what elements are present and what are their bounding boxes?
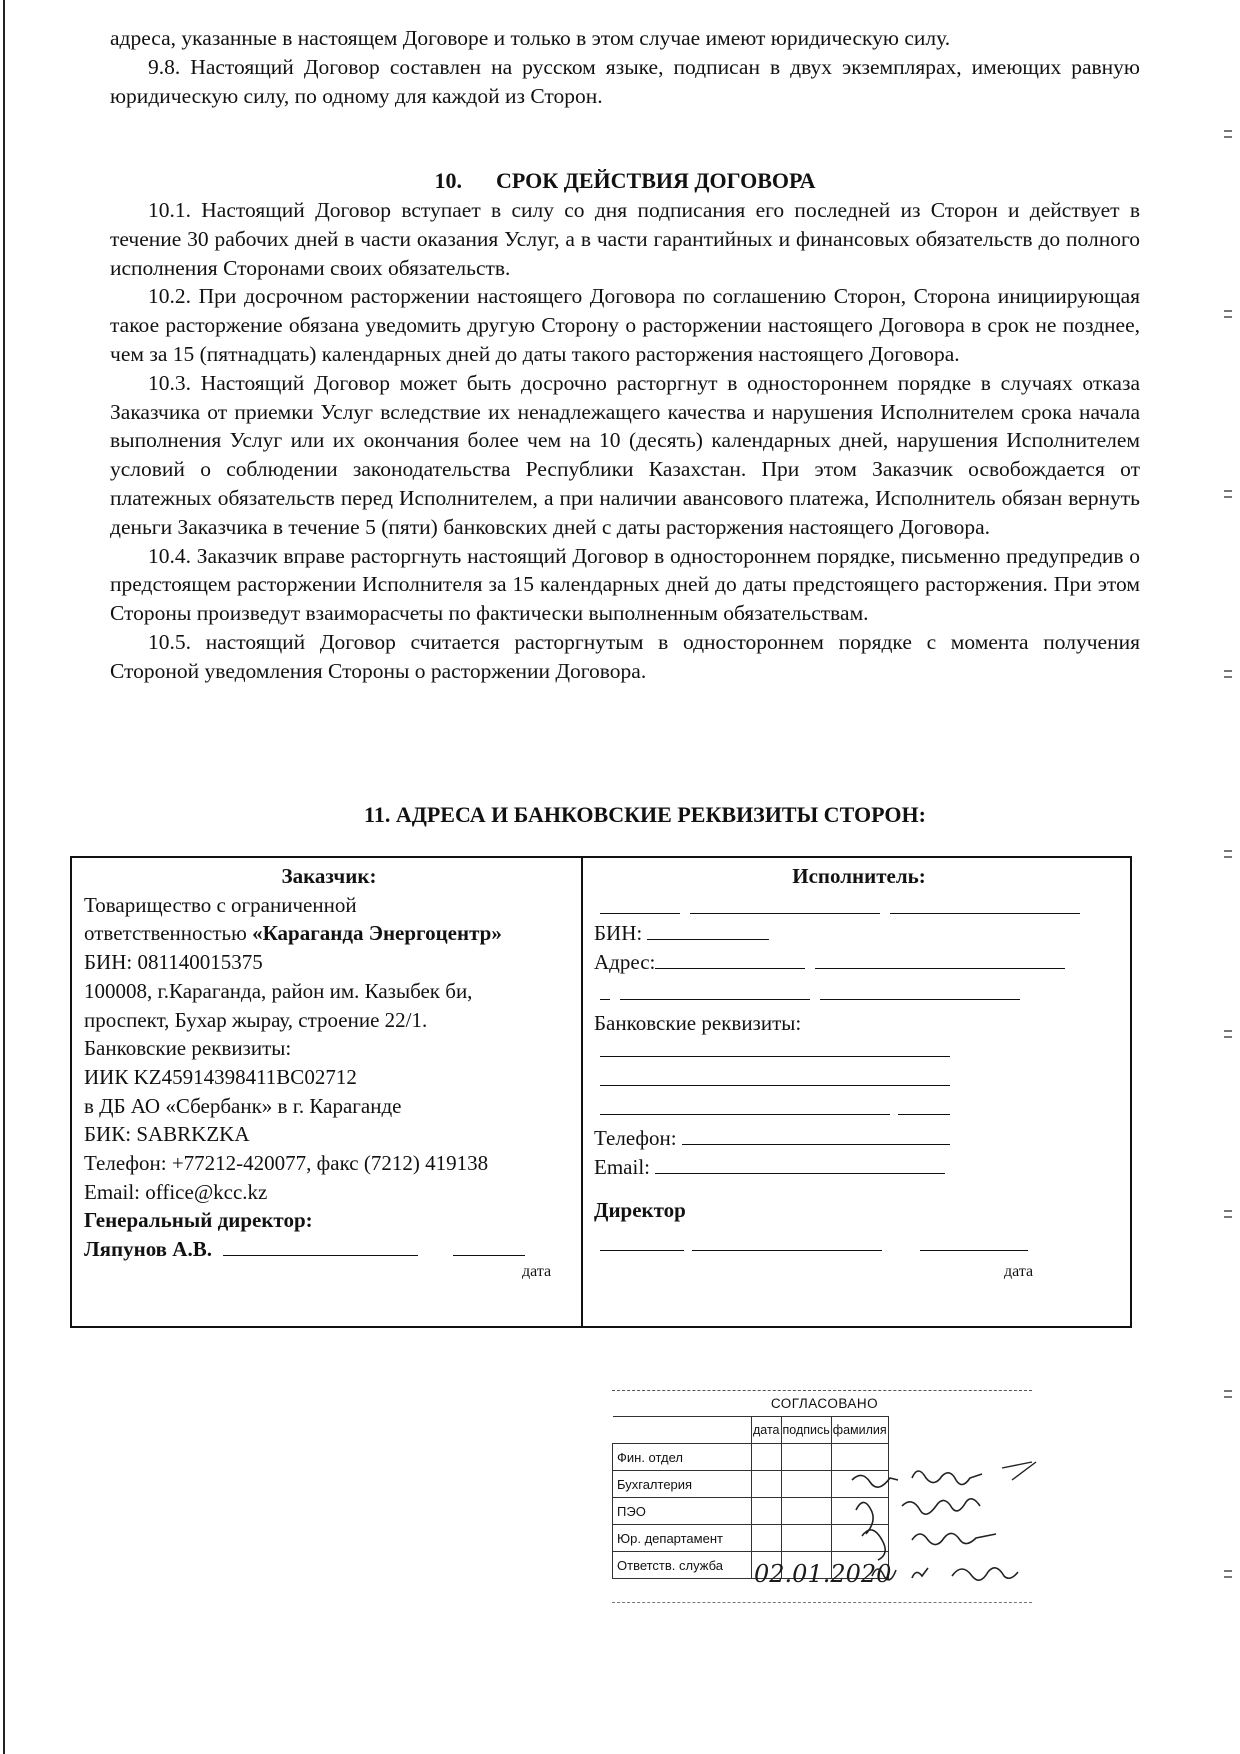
customer-org-line2: ответственностью «Караганда Энергоцентр» [84, 921, 502, 946]
executor-email-line [655, 1155, 945, 1174]
customer-org-line1: Товарищество с ограниченной [84, 892, 357, 917]
paragraph-10-1: 10.1. Настоящий Договор вступает в силу со дня подписания его последней из Сторон и действует в течение 30 рабочих дней в части оказания Услуг, а в части гарантийных и финансовых обязательств до полного исполнения Сторонами своих обязательств. [110, 198, 1140, 280]
executor-address-label: Адрес: [594, 950, 656, 975]
section-10-body [110, 196, 1140, 686]
stamp-col-signature: подпись [781, 1417, 831, 1444]
executor-email-row [594, 1153, 1124, 1182]
customer-bank: в ДБ АО «Сбербанк» в г. Караганде [84, 1093, 402, 1118]
page-edge [3, 0, 5, 1754]
executor-bank-line3 [594, 1096, 1124, 1125]
customer-bik: БИК: SABRKZKA [84, 1122, 250, 1147]
executor-bin-label: БИН: [594, 921, 643, 946]
customer-heading: Заказчик: [281, 864, 377, 888]
stamp-row-peo: ПЭО [613, 1498, 752, 1525]
customer-iik: ИИК KZ45914398411BC02712 [84, 1064, 357, 1089]
stamp-row-fin: Фин. отдел [613, 1444, 752, 1471]
customer-address-line2: проспект, Бухар жырау, строение 22/1. [84, 1007, 428, 1032]
paragraph-10-3: 10.3. Настоящий Договор может быть досрочно расторгнут в одностороннем порядке в случаях отказа Заказчика от приемки Услуг вследствие их ненадлежащего качества и нарушения Исполнителем срока начала выполнения Услуг или их окончания более чем на 10 (десять) календарных дней, нарушения Исполнителем условий о соблюдении законодательства Республики Казахстан. При этом Заказчик освобождается от платежных обязательств перед Исполнителем, а при наличии авансового платежа, Исполнитель обязан вернуть деньги Заказчика в течение 5 (пяти) банковских дней с даты расторжения настоящего Договора. [110, 370, 1140, 539]
customer-org-name: «Караганда Энергоцентр» [252, 921, 502, 946]
executor-phone-label: Телефон: [594, 1126, 677, 1151]
stamp-row-accounting: Бухгалтерия [613, 1471, 752, 1498]
stamp-col-date: дата [752, 1417, 782, 1444]
section-10-number: 10. [434, 168, 462, 193]
customer-signature-row [84, 1235, 574, 1264]
customer-phone: Телефон: +77212-420077, факс (7212) 419138 [84, 1151, 489, 1176]
executor-address-row [594, 948, 1124, 977]
requisites-table [70, 856, 1132, 1328]
paragraph-10-4: 10.4. Заказчик вправе расторгнуть настоящий Договор в одностороннем порядке, письменно предупредив о предстоящем расторжении Исполнителя за 15 календарных дней до даты предстоящего расторжения. При этом Стороны произведут взаиморасчеты по фактически выполненным обязательствам. [110, 543, 1140, 626]
customer-column [84, 858, 574, 1280]
paragraph-9-8: 9.8. Настоящий Договор составлен на русском языке, подписан в двух экземплярах, имеющих равную юридическую силу, по одному для каждой из Сторон. [110, 54, 1140, 108]
customer-email: Email: office@kcc.kz [84, 1179, 268, 1204]
executor-phone-row [594, 1124, 1124, 1153]
executor-bank-label: Банковские реквизиты: [594, 1011, 802, 1036]
customer-director-title: Генеральный директор: [84, 1208, 313, 1233]
executor-phone-line [682, 1126, 950, 1145]
customer-address-line1: 100008, г.Караганда, район им. Казыбек би, [84, 978, 473, 1003]
customer-director-name: Ляпунов А.В. [84, 1237, 212, 1262]
scan-margin-marks [1224, 40, 1232, 1720]
executor-column [594, 858, 1124, 1280]
executor-bin-row [594, 919, 1124, 948]
executor-address-line2 [594, 977, 1124, 1006]
stamp-title: СОГЛАСОВАНО [770, 1396, 879, 1411]
executor-name-lines [594, 891, 1124, 920]
executor-date-label: дата [1004, 1263, 1034, 1280]
executor-signature-lines [594, 1228, 1124, 1257]
customer-date-line [453, 1237, 525, 1256]
executor-bin-line [647, 921, 769, 940]
customer-date-label: дата [522, 1263, 552, 1280]
executor-director-label: Директор [594, 1197, 686, 1222]
paragraph-10-5: 10.5. настоящий Договор считается расторгнутым в одностороннем порядке с момента получения Стороной уведомления Стороны о расторжении Договора. [110, 629, 1140, 683]
executor-heading: Исполнитель: [792, 864, 926, 888]
handwritten-date: 02.01.2020 [754, 1560, 892, 1588]
section-10-heading [110, 168, 1140, 194]
table-divider [581, 858, 583, 1326]
approval-stamp [612, 1390, 1037, 1613]
stamp-row-legal: Юр. департамент [613, 1525, 752, 1552]
stamp-col-surname: фамилия [831, 1417, 888, 1444]
paragraph-9-7-end: адреса, указанные в настоящем Договоре и только в этом случае имеют юридическую силу. [110, 26, 951, 50]
customer-signature-line [223, 1237, 418, 1256]
executor-email-label: Email: [594, 1154, 650, 1179]
section-11-heading: 11. АДРЕСА И БАНКОВСКИЕ РЕКВИЗИТЫ СТОРОН: [364, 802, 926, 827]
customer-bin: БИН: 081140015375 [84, 950, 263, 975]
handwritten-signatures-icon [842, 1460, 1042, 1600]
top-paragraphs [110, 24, 1140, 110]
paragraph-10-2: 10.2. При досрочном расторжении настоящего Договора по соглашению Сторон, Сторона инициирующая такое расторжение обязана уведомить другую Сторону о расторжении настоящего Договора в срок не позднее, чем за 15 (пятнадцать) календарных дней до даты такого расторжения настоящего Договора. [110, 284, 1140, 366]
customer-bank-label: Банковские реквизиты: [84, 1036, 292, 1061]
section-10-title: СРОК ДЕЙСТВИЯ ДОГОВОРА [495, 168, 816, 193]
stamp-row-responsible: Ответств. служба [613, 1552, 752, 1579]
